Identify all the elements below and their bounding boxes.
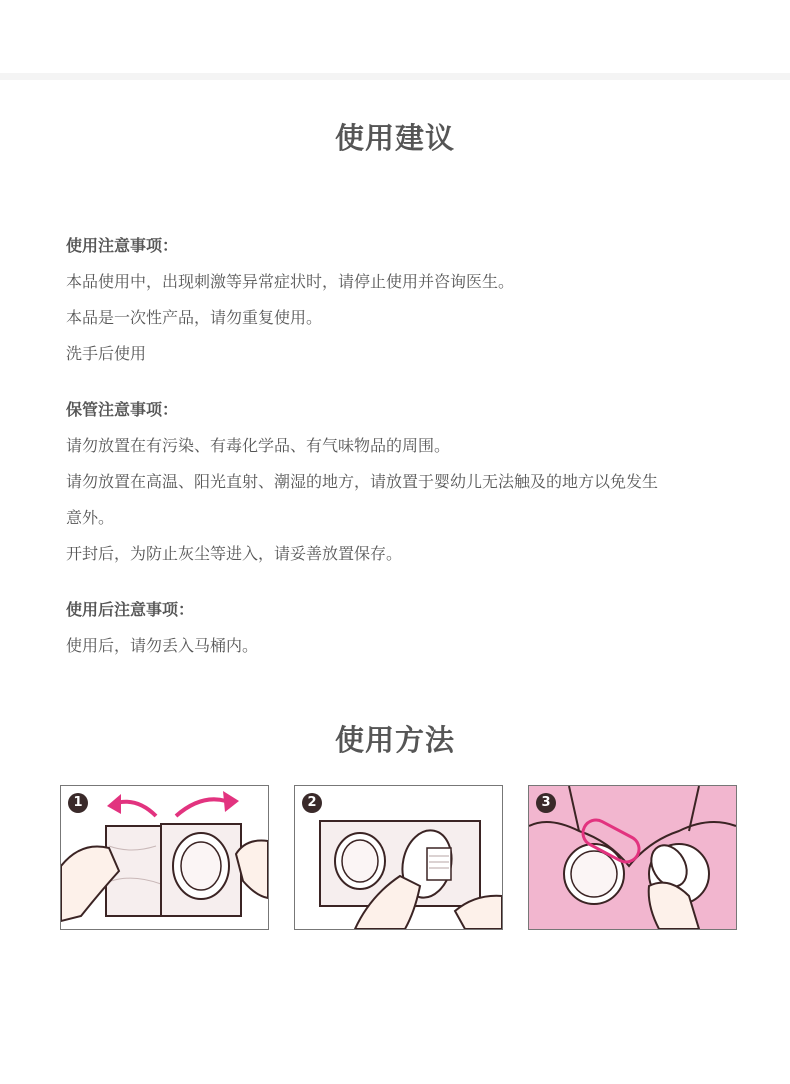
note-line: 洗手后使用 (66, 344, 147, 363)
usage-steps (60, 785, 740, 930)
remove-pad-illustration (295, 786, 502, 929)
step-panel-3 (528, 785, 737, 930)
step-number-badge: 2 (302, 793, 322, 813)
advice-section-title: 使用建议 (334, 121, 455, 155)
note-line: 开封后，为防止灰尘等进入，请妥善放置保存。 (66, 544, 403, 563)
top-divider-band (0, 73, 790, 80)
note-line: 意外。 (66, 508, 115, 527)
place-pad-in-bra-illustration (529, 786, 736, 929)
method-section-title: 使用方法 (334, 723, 455, 757)
usage-notes (66, 228, 746, 664)
note-group-storage (66, 392, 746, 572)
note-heading: 使用注意事项： (66, 236, 179, 255)
note-line: 本品使用中，出现刺激等异常症状时，请停止使用并咨询医生。 (66, 272, 515, 291)
note-group-usage (66, 228, 746, 372)
note-line: 使用后，请勿丢入马桶内。 (66, 636, 259, 655)
step-number-badge: 3 (536, 793, 556, 813)
note-heading: 使用后注意事项： (66, 600, 195, 619)
note-line: 本品是一次性产品，请勿重复使用。 (66, 308, 323, 327)
note-line: 请勿放置在有污染、有毒化学品、有气味物品的周围。 (66, 436, 451, 455)
note-line: 请勿放置在高温、阳光直射、潮湿的地方，请放置于婴幼儿无法触及的地方以免发生 (66, 472, 659, 491)
step-number-badge: 1 (68, 793, 88, 813)
open-package-illustration (61, 786, 268, 929)
step-panel-1 (60, 785, 269, 930)
note-heading: 保管注意事项： (66, 400, 179, 419)
note-group-after-use (66, 592, 746, 664)
step-panel-2 (294, 785, 503, 930)
